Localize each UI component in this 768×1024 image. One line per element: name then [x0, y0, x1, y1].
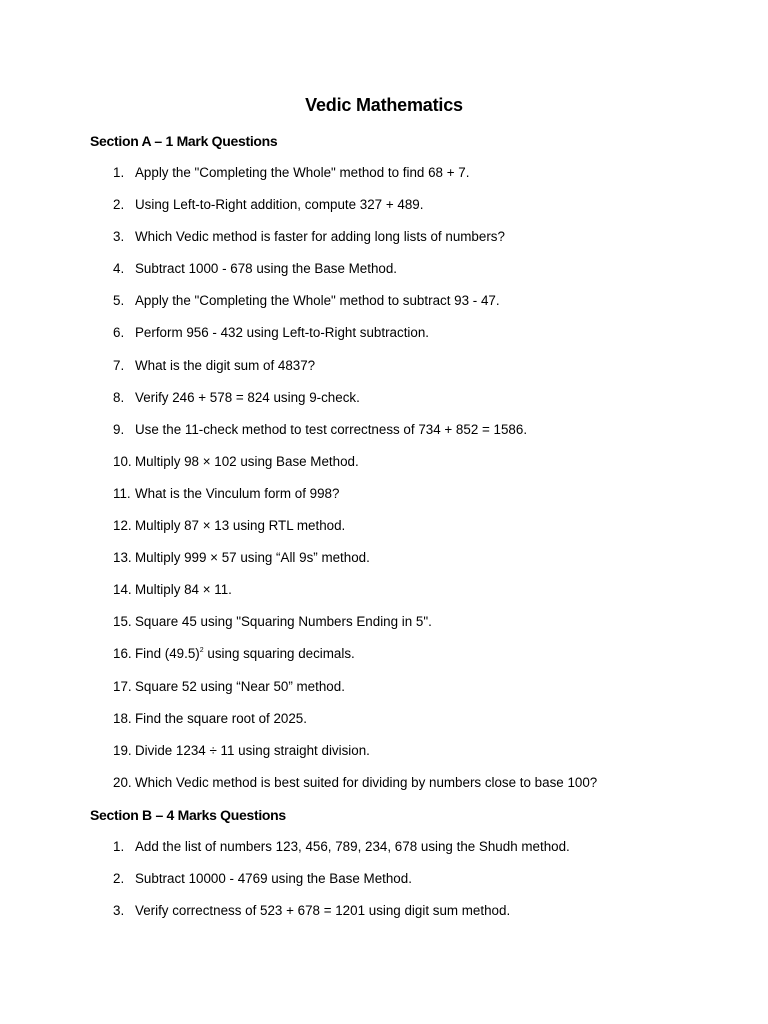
- question-text: Perform 956 - 432 using Left-to-Right subtraction.: [135, 325, 429, 341]
- question-text: Square 45 using "Squaring Numbers Ending in 5".: [135, 614, 432, 630]
- question-item: [0, 196, 768, 228]
- question-item: [0, 678, 768, 710]
- question-number: 3.: [113, 903, 125, 919]
- question-item: [0, 164, 768, 196]
- question-number: 9.: [113, 421, 125, 437]
- question-item: [0, 710, 768, 742]
- question-number: 12.: [113, 518, 132, 534]
- question-number: 18.: [113, 710, 132, 726]
- question-item: [0, 421, 768, 453]
- question-number: 10.: [113, 453, 132, 469]
- question-number: 16.: [113, 646, 132, 662]
- question-item: [0, 645, 768, 677]
- section-b-heading: Section B – 4 Marks Questions: [90, 807, 286, 823]
- question-text: Which Vedic method is faster for adding long lists of numbers?: [135, 229, 505, 245]
- superscript-exponent: 2: [199, 646, 204, 654]
- question-text: Which Vedic method is best suited for dividing by numbers close to base 100?: [135, 774, 598, 790]
- question-item: [0, 517, 768, 549]
- question-text: Find the square root of 2025.: [135, 710, 307, 726]
- question-item: [0, 485, 768, 517]
- question-text: Square 52 using “Near 50” method.: [135, 678, 345, 694]
- question-number: 4.: [113, 261, 125, 277]
- question-text: Apply the "Completing the Whole" method to find 68 + 7.: [135, 165, 470, 180]
- section-a-question-list: [0, 164, 768, 806]
- question-number: 15.: [113, 614, 132, 630]
- question-text: [135, 645, 355, 663]
- question-text: Subtract 1000 - 678 using the Base Method.: [135, 261, 398, 277]
- question-item: [0, 838, 768, 870]
- question-item: [0, 228, 768, 260]
- question-item: [0, 260, 768, 292]
- question-number: 20.: [113, 774, 132, 790]
- question-number: 13.: [113, 550, 132, 566]
- question-number: 3.: [113, 229, 125, 245]
- section-a-heading: Section A – 1 Mark Questions: [90, 133, 278, 149]
- question-number: 2.: [113, 871, 125, 887]
- question-number: 2.: [113, 197, 125, 213]
- question-item: [0, 870, 768, 902]
- question-item: [0, 774, 768, 806]
- question-item: [0, 292, 768, 324]
- question-text: Verify correctness of 523 + 678 = 1201 using digit sum method.: [135, 903, 511, 919]
- question-number: 5.: [113, 293, 125, 309]
- question-number: 19.: [113, 742, 132, 758]
- question-number: 6.: [113, 325, 125, 341]
- question-item: [0, 581, 768, 613]
- question-text: Verify 246 + 578 = 824 using 9-check.: [135, 389, 360, 405]
- question-number: 17.: [113, 678, 132, 694]
- question-item: [0, 549, 768, 581]
- question-text: Apply the "Completing the Whole" method to subtract 93 - 47.: [135, 293, 500, 309]
- question-number: 7.: [113, 357, 125, 373]
- question-text: Add the list of numbers 123, 456, 789, 234, 678 using the Shudh method.: [135, 839, 570, 854]
- question-text-part: Find (49.5): [135, 646, 200, 662]
- question-text: Subtract 10000 - 4769 using the Base Method.: [135, 871, 412, 887]
- question-item: [0, 453, 768, 485]
- question-text: Multiply 84 × 11.: [135, 582, 232, 598]
- question-item: [0, 324, 768, 356]
- question-item: [0, 357, 768, 389]
- question-item: [0, 902, 768, 934]
- question-text: Multiply 87 × 13 using RTL method.: [135, 518, 346, 534]
- question-text-part: using squaring decimals.: [203, 646, 355, 662]
- question-item: [0, 389, 768, 421]
- question-item: [0, 613, 768, 645]
- question-text: Multiply 98 × 102 using Base Method.: [135, 453, 359, 469]
- question-text: Use the 11-check method to test correctness of 734 + 852 = 1586.: [135, 421, 528, 437]
- question-number: 1.: [113, 839, 125, 854]
- question-text: Divide 1234 ÷ 11 using straight division.: [135, 742, 370, 758]
- question-text: Using Left-to-Right addition, compute 327 + 489.: [135, 197, 424, 213]
- question-item: [0, 742, 768, 774]
- question-text: What is the digit sum of 4837?: [135, 357, 316, 373]
- question-text: Multiply 999 × 57 using “All 9s” method.: [135, 550, 370, 566]
- section-b-question-list: [0, 838, 768, 934]
- page-title: Vedic Mathematics: [305, 95, 463, 115]
- question-number: 11.: [113, 485, 131, 501]
- question-number: 1.: [113, 165, 125, 180]
- question-number: 14.: [113, 582, 132, 598]
- question-number: 8.: [113, 389, 125, 405]
- question-text: What is the Vinculum form of 998?: [135, 485, 340, 501]
